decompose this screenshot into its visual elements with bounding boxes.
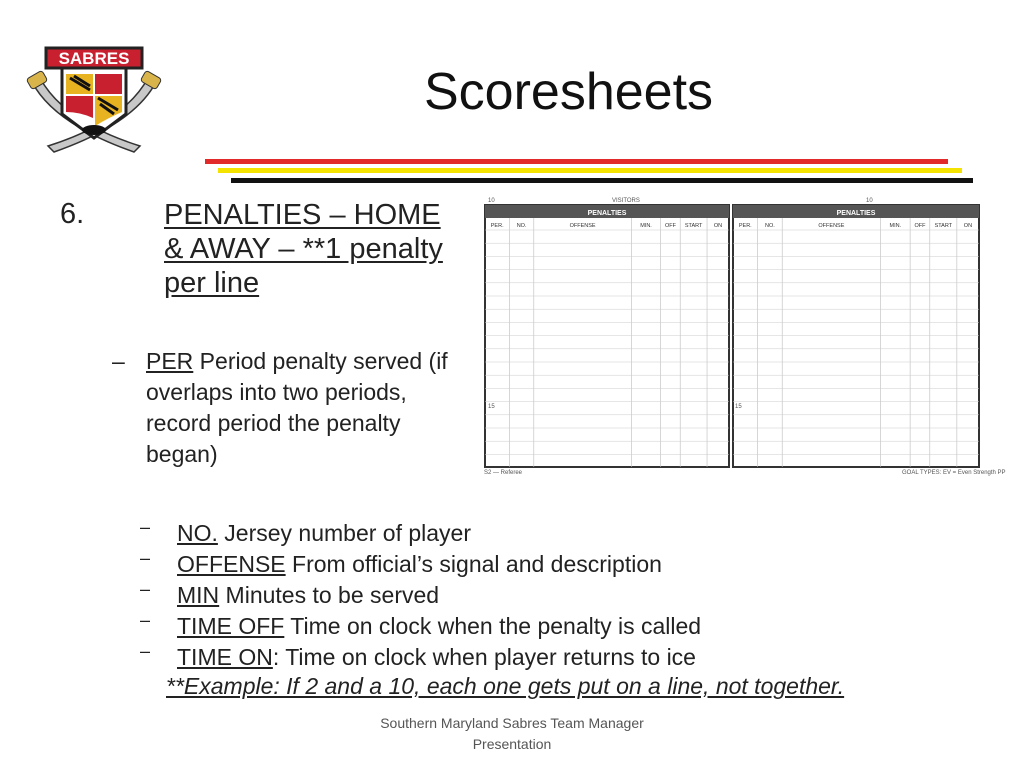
column-header: OFF [664,223,676,229]
panel-title-home: PENALTIES [587,210,627,217]
definition-term: TIME ON [177,644,273,670]
slide-footer: Southern Maryland Sabres Team Manager Presentation [380,715,644,752]
definition-term: OFFENSE [177,551,286,577]
bullet-dash-icon: ‒ [140,579,151,599]
column-header: PER. [738,223,752,229]
definition-text: : Time on clock when player returns to ice [272,644,696,670]
definition-term: NO. [177,520,218,546]
definition-item [140,518,1000,549]
column-header: START [684,223,703,229]
definition-item [140,549,1000,580]
definition-term: TIME OFF [177,613,285,639]
column-header: PER. [490,223,504,229]
definition-text: From official’s signal and description [285,551,662,577]
bullet-dash-icon: ‒ [140,641,151,661]
column-header: ON [963,223,973,229]
column-header: MIN. [889,223,902,229]
definition-item [140,642,1000,673]
divider-red [205,159,948,164]
column-header: NO. [765,223,775,229]
bullet-dash-icon: ‒ [140,517,151,537]
sheet-row-top-left: 10 [488,198,495,204]
sheet-row-top-right: 10 [866,198,873,204]
column-header: MIN. [640,223,652,229]
slide-title: Scoresheets [424,63,714,121]
column-header: OFF [914,223,926,229]
sheet-row-bottom-left: 15 [488,404,495,410]
definition-text: Jersey number of player [217,520,472,546]
sub-bullet-marker: – [112,348,125,374]
definition-text: Minutes to be served [219,582,440,608]
column-header: OFFENSE [569,223,596,229]
definition-item [140,611,1000,642]
divider-yellow [218,168,962,173]
per-term: PER [146,348,194,374]
per-description: Period penalty served (if overlaps into two periods, record period the penalty began) [146,348,448,467]
definition-text: Time on clock when the penalty is called [284,613,702,639]
scoresheet-penalties-image [482,196,1006,476]
definition-list [140,518,1000,673]
definition-item [140,580,1000,611]
column-header: ON [713,223,723,229]
penalties-heading: PENALTIES – HOME & AWAY – **1 penalty per line [164,199,443,299]
sabres-logo [24,34,164,162]
sheet-footer-left: S2 — Referee [484,470,523,476]
definition-term: MIN [177,582,220,608]
item-number: 6. [60,198,85,230]
bullet-dash-icon: ‒ [140,610,151,630]
divider-black [231,178,973,183]
sheet-top-label: VISITORS [612,198,640,204]
column-header: START [934,223,953,229]
example-note: **Example: If 2 and a 10, each one gets put on a line, not together. [166,673,845,699]
logo-text: SABRES [58,49,130,68]
panel-title-away: PENALTIES [836,210,876,217]
bullet-dash-icon: ‒ [140,548,151,568]
sheet-row-bottom-right: 15 [735,404,742,410]
column-header: OFFENSE [818,223,845,229]
sheet-footer-right: GOAL TYPES: EV = Even Strength PP [902,470,1006,476]
per-sub-bullet [112,346,462,470]
column-header: NO. [516,223,527,229]
